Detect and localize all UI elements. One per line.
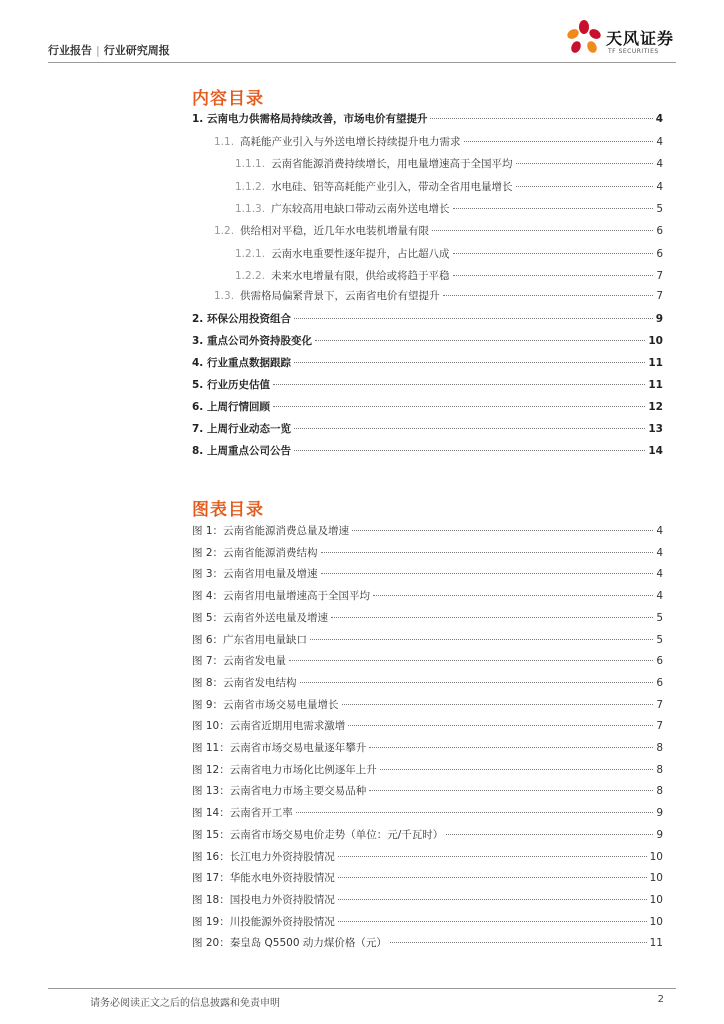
toc-entry[interactable] <box>235 269 663 283</box>
toc-leader-dots <box>273 384 645 385</box>
figure-entry[interactable] <box>192 784 663 798</box>
figure-entry-label: 图 10：云南省近期用电需求激增 <box>192 720 346 732</box>
figure-entry-page: 6 <box>656 655 663 667</box>
figure-entry[interactable] <box>192 567 663 581</box>
header-divider <box>48 62 676 63</box>
figure-entry[interactable] <box>192 828 663 842</box>
toc-entry-text: 广东较高用电缺口带动云南外送电增长 <box>271 203 450 215</box>
toc-entry[interactable] <box>235 180 663 194</box>
figure-entry-label: 图 12：云南省电力市场化比例逐年上升 <box>192 764 377 776</box>
toc-entry-label <box>214 289 440 303</box>
figure-entry-page: 10 <box>649 916 663 928</box>
report-type: 行业报告 <box>48 44 92 57</box>
toc-entry[interactable] <box>214 224 663 238</box>
toc-entry-text: 4. 行业重点数据跟踪 <box>192 357 291 369</box>
toc-entry[interactable] <box>192 312 663 326</box>
toc-leader-dots <box>443 295 654 296</box>
toc-entry-page: 7 <box>656 270 663 282</box>
figure-entry-label: 图 13：云南省电力市场主要交易品种 <box>192 785 367 797</box>
report-subtype: 行业研究周报 <box>103 44 170 57</box>
figure-leader-dots <box>380 769 654 770</box>
toc-entry-label <box>214 135 461 149</box>
toc-leader-dots <box>464 141 654 142</box>
figure-leader-dots <box>296 812 654 813</box>
toc-leader-dots <box>516 163 654 164</box>
page-number: 2 <box>657 994 664 1005</box>
figure-entry-label: 图 11：云南省市场交易电量逐年攀升 <box>192 742 367 754</box>
toc-entry[interactable] <box>192 112 663 126</box>
tf-securities-logo <box>564 18 674 62</box>
toc-entry[interactable] <box>235 202 663 216</box>
figure-entry-page: 7 <box>656 720 663 732</box>
figure-entry-page: 7 <box>656 699 663 711</box>
toc-entry-label <box>192 422 291 436</box>
figure-entry-label: 图 14：云南省开工率 <box>192 807 293 819</box>
figure-leader-dots <box>321 573 654 574</box>
figure-entry[interactable] <box>192 589 663 603</box>
toc-entry-text: 供需格局偏紧背景下，云南省电价有望提升 <box>240 290 440 302</box>
toc-entry-page: 13 <box>648 423 663 435</box>
toc-entry-text: 3. 重点公司外资持股变化 <box>192 335 312 347</box>
figures-title: 图表目录 <box>192 500 264 520</box>
figure-entry-page: 4 <box>656 547 663 559</box>
figure-entry-page: 8 <box>656 742 663 754</box>
toc-entry-number: 1.1.2. <box>235 181 266 193</box>
figure-entry-label: 图 17：华能水电外资持股情况 <box>192 872 335 884</box>
figure-entry[interactable] <box>192 936 663 950</box>
figure-entry-page: 5 <box>656 634 663 646</box>
figure-entry-page: 8 <box>656 785 663 797</box>
toc-entry-page: 10 <box>648 335 663 347</box>
toc-leader-dots <box>273 406 645 407</box>
toc-entry-number: 1.2.2. <box>235 270 266 282</box>
toc-entry-text: 未来水电增量有限，供给或将趋于平稳 <box>271 270 450 282</box>
figure-entry-page: 8 <box>656 764 663 776</box>
figure-leader-dots <box>369 747 653 748</box>
figure-entry-label: 图 20：秦皇岛 Q5500 动力煤价格（元） <box>192 937 387 949</box>
toc-entry-label <box>214 224 429 238</box>
figure-entry[interactable] <box>192 676 663 690</box>
figure-entry-label: 图 19：川投能源外资持股情况 <box>192 916 335 928</box>
toc-entry-label <box>192 378 270 392</box>
figure-entry-page: 10 <box>649 851 663 863</box>
figure-entry[interactable] <box>192 719 663 733</box>
figure-entry[interactable] <box>192 633 663 647</box>
toc-entry[interactable] <box>192 400 663 414</box>
toc-leader-dots <box>453 253 654 254</box>
toc-entry-page: 9 <box>655 313 663 325</box>
figure-entry[interactable] <box>192 611 663 625</box>
toc-entry-page: 4 <box>656 181 663 193</box>
toc-entry[interactable] <box>192 334 663 348</box>
toc-entry-label <box>192 334 312 348</box>
toc-entry-page: 6 <box>656 225 663 237</box>
toc-entry-label <box>192 444 291 458</box>
toc-entry-text: 8. 上周重点公司公告 <box>192 445 291 457</box>
toc-entry-page: 4 <box>656 158 663 170</box>
figure-leader-dots <box>300 682 654 683</box>
toc-entry-page: 12 <box>648 401 663 413</box>
toc-entry-number: 1.1.3. <box>235 203 266 215</box>
figure-entry-page: 11 <box>649 937 663 949</box>
figure-entry[interactable] <box>192 850 663 864</box>
figure-entry[interactable] <box>192 654 663 668</box>
figure-leader-dots <box>321 552 654 553</box>
figure-entry-label: 图 2：云南省能源消费结构 <box>192 547 318 559</box>
toc-entry-number: 1.3. <box>214 290 235 302</box>
toc-entry-page: 4 <box>656 136 663 148</box>
toc-leader-dots <box>430 118 652 119</box>
figure-entry-label: 图 16：长江电力外资持股情况 <box>192 851 335 863</box>
figure-leader-dots <box>338 877 647 878</box>
figure-entry[interactable] <box>192 763 663 777</box>
figure-leader-dots <box>331 617 653 618</box>
toc-entry-page: 6 <box>656 248 663 260</box>
brand-name-en: TF SECURITIES <box>608 48 659 55</box>
toc-entry[interactable] <box>192 422 663 436</box>
toc-entry-label <box>235 247 450 261</box>
toc-entry[interactable] <box>214 135 663 149</box>
toc-entry-text: 云南省能源消费持续增长，用电量增速高于全国平均 <box>271 158 513 170</box>
toc-leader-dots <box>294 318 653 319</box>
toc-entry-text: 供给相对平稳，近几年水电装机增量有限 <box>240 225 430 237</box>
toc-entry[interactable] <box>214 289 663 303</box>
figure-entry-label: 图 15：云南省市场交易电价走势（单位：元/千瓦时） <box>192 829 444 841</box>
toc-entry[interactable] <box>192 444 663 458</box>
toc-leader-dots <box>453 275 654 276</box>
footer-disclaimer: 请务必阅读正文之后的信息披露和免责申明 <box>90 998 280 1009</box>
figure-leader-dots <box>446 834 653 835</box>
figure-entry-label: 图 1：云南省能源消费总量及增速 <box>192 525 350 537</box>
flower-logo-icon <box>564 18 604 62</box>
toc-entry-label <box>192 356 291 370</box>
toc-title: 内容目录 <box>192 89 264 109</box>
toc-entry-text: 6. 上周行情回顾 <box>192 401 270 413</box>
toc-leader-dots <box>516 186 654 187</box>
brand-name: 天风证券 <box>606 29 675 48</box>
figure-entry[interactable] <box>192 546 663 560</box>
figure-entry-page: 9 <box>656 829 663 841</box>
toc-entry-label <box>235 202 450 216</box>
toc-leader-dots <box>294 428 645 429</box>
toc-entry[interactable] <box>235 247 663 261</box>
toc-entry-label <box>192 400 270 414</box>
figure-leader-dots <box>373 595 653 596</box>
figure-entry-page: 10 <box>649 894 663 906</box>
toc-entry-page: 5 <box>656 203 663 215</box>
toc-entry-number: 1.1.1. <box>235 158 266 170</box>
toc-entry-label <box>192 312 291 326</box>
toc-leader-dots <box>315 340 645 341</box>
figure-leader-dots <box>310 639 653 640</box>
toc-entry-text: 2. 环保公用投资组合 <box>192 313 291 325</box>
toc-entry-text: 1. 云南电力供需格局持续改善，市场电价有望提升 <box>192 113 428 125</box>
toc-entry[interactable] <box>192 356 663 370</box>
toc-entry-label <box>235 269 450 283</box>
figure-entry[interactable] <box>192 915 663 929</box>
toc-entry-page: 11 <box>648 357 663 369</box>
figure-leader-dots <box>352 530 653 531</box>
toc-entry-text: 高耗能产业引入与外送电增长持续提升电力需求 <box>240 136 461 148</box>
figure-entry-page: 4 <box>656 568 663 580</box>
figure-entry[interactable] <box>192 806 663 820</box>
toc-entry-label <box>192 112 427 126</box>
figure-entry-label: 图 5：云南省外送电量及增速 <box>192 612 329 624</box>
toc-entry-text: 云南水电重要性逐年提升，占比超八成 <box>271 248 450 260</box>
figure-entry-label: 图 3：云南省用电量及增速 <box>192 568 318 580</box>
figure-entry-page: 4 <box>656 590 663 602</box>
figure-entry[interactable] <box>192 698 663 712</box>
figure-entry-label: 图 8：云南省发电结构 <box>192 677 297 689</box>
figure-entry[interactable] <box>192 871 663 885</box>
toc-entry-text: 7. 上周行业动态一览 <box>192 423 291 435</box>
figure-entry[interactable] <box>192 524 663 538</box>
figure-entry-label: 图 18：国投电力外资持股情况 <box>192 894 335 906</box>
figure-entry-page: 10 <box>649 872 663 884</box>
toc-entry-page: 7 <box>656 290 663 302</box>
toc-leader-dots <box>432 230 653 231</box>
figure-entry-page: 4 <box>656 525 663 537</box>
figure-entry[interactable] <box>192 741 663 755</box>
figure-entry-page: 6 <box>656 677 663 689</box>
toc-leader-dots <box>453 208 654 209</box>
toc-entry-label <box>235 180 513 194</box>
figure-entry-label: 图 4：云南省用电量增速高于全国平均 <box>192 590 371 602</box>
report-header <box>48 42 170 58</box>
toc-entry-page: 11 <box>648 379 663 391</box>
footer-divider <box>48 988 676 989</box>
figure-leader-dots <box>369 790 653 791</box>
toc-entry[interactable] <box>235 157 663 171</box>
toc-leader-dots <box>294 450 645 451</box>
figure-entry-label: 图 6：广东省用电量缺口 <box>192 634 308 646</box>
header-separator: | <box>96 44 100 57</box>
toc-entry[interactable] <box>192 378 663 392</box>
toc-entry-number: 1.2. <box>214 225 235 237</box>
toc-entry-number: 1.1. <box>214 136 235 148</box>
figure-entry-page: 5 <box>656 612 663 624</box>
figure-leader-dots <box>338 921 647 922</box>
toc-entry-text: 5. 行业历史估值 <box>192 379 270 391</box>
toc-entry-label <box>235 157 513 171</box>
figure-leader-dots <box>289 660 653 661</box>
figure-entry-label: 图 7：云南省发电量 <box>192 655 287 667</box>
figure-leader-dots <box>338 856 647 857</box>
figure-entry-page: 9 <box>656 807 663 819</box>
toc-entry-page: 4 <box>655 113 663 125</box>
toc-entry-page: 14 <box>648 445 663 457</box>
figure-leader-dots <box>342 704 654 705</box>
figure-leader-dots <box>338 899 647 900</box>
toc-entry-number: 1.2.1. <box>235 248 266 260</box>
figure-leader-dots <box>348 725 653 726</box>
toc-entry-text: 水电硅、铝等高耗能产业引入，带动全省用电量增长 <box>271 181 513 193</box>
figure-entry-label: 图 9：云南省市场交易电量增长 <box>192 699 339 711</box>
figure-leader-dots <box>390 942 647 943</box>
figure-entry[interactable] <box>192 893 663 907</box>
toc-leader-dots <box>294 362 645 363</box>
